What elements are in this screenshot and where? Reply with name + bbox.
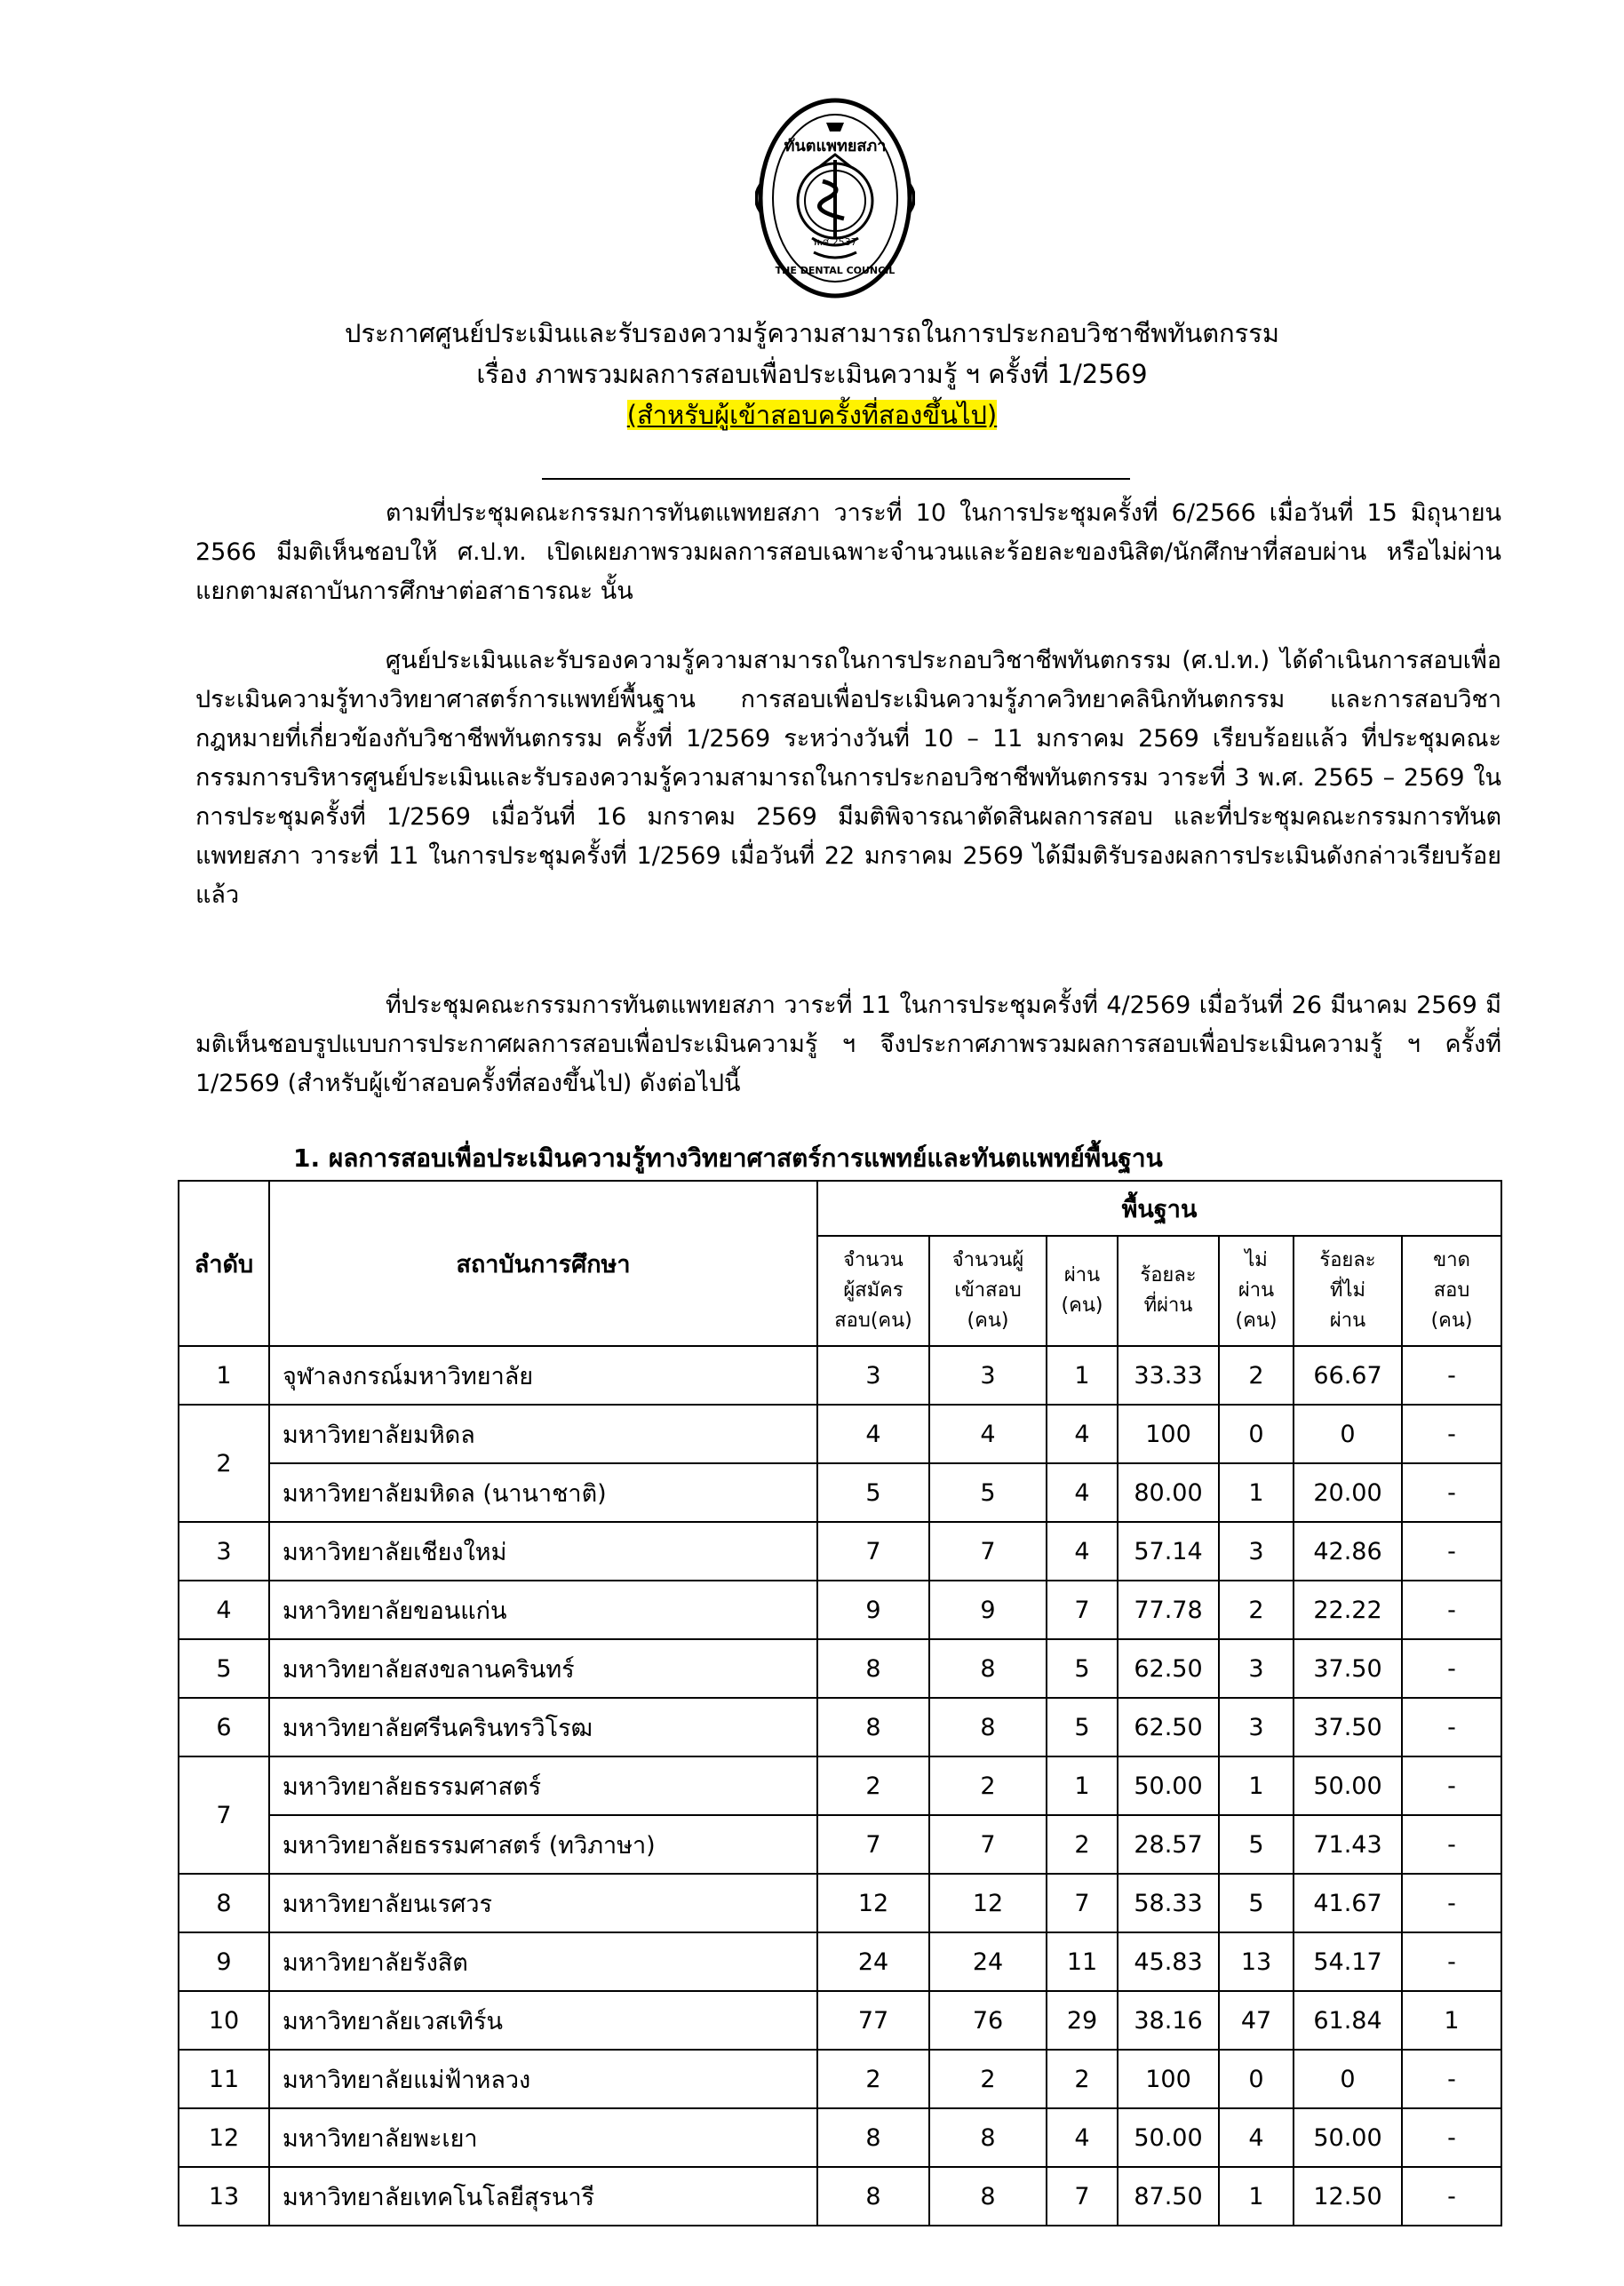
cell-fail: 0 [1219, 1405, 1294, 1463]
seal-graphic [755, 96, 915, 300]
cell-institution: มหาวิทยาลัยมหิดล [269, 1405, 817, 1463]
cell-fail-pct: 71.43 [1294, 1815, 1402, 1874]
header-text: (คน) [1061, 1294, 1103, 1317]
header-fail-percent [1294, 1236, 1402, 1346]
cell-institution: จุฬาลงกรณ์มหาวิทยาลัย [269, 1346, 817, 1405]
cell-absent: - [1402, 2050, 1501, 2108]
cell-takers: 2 [929, 2050, 1047, 2108]
cell-pass-pct: 50.00 [1118, 2108, 1219, 2167]
header-text: ผู้สมัคร [843, 1279, 904, 1302]
cell-order: 8 [179, 1874, 269, 1932]
cell-fail: 3 [1219, 1698, 1294, 1756]
table-row [179, 1405, 1501, 1463]
cell-fail-pct: 22.22 [1294, 1581, 1402, 1639]
cell-pass: 2 [1047, 1815, 1118, 1874]
heading-highlight: (สำหรับผู้เข้าสอบครั้งที่สองขึ้นไป) [626, 400, 998, 430]
header-text: จำนวนผู้ [951, 1249, 1024, 1271]
cell-takers: 24 [929, 1932, 1047, 1991]
cell-order: 1 [179, 1346, 269, 1405]
cell-fail: 3 [1219, 1522, 1294, 1581]
header-pass-percent [1118, 1236, 1219, 1346]
header-group-basic: พื้นฐาน [817, 1181, 1501, 1236]
cell-pass: 11 [1047, 1932, 1118, 1991]
cell-applicants: 8 [817, 2167, 929, 2226]
cell-applicants: 7 [817, 1522, 929, 1581]
cell-fail: 5 [1219, 1815, 1294, 1874]
cell-pass-pct: 33.33 [1118, 1346, 1219, 1405]
cell-fail-pct: 50.00 [1294, 2108, 1402, 2167]
cell-applicants: 2 [817, 1756, 929, 1815]
header-takers [929, 1236, 1047, 1346]
cell-pass-pct: 100 [1118, 2050, 1219, 2108]
cell-fail: 1 [1219, 1463, 1294, 1522]
cell-pass-pct: 50.00 [1118, 1756, 1219, 1815]
cell-takers: 7 [929, 1815, 1047, 1874]
cell-fail-pct: 37.50 [1294, 1698, 1402, 1756]
cell-pass: 5 [1047, 1639, 1118, 1698]
cell-fail-pct: 50.00 [1294, 1756, 1402, 1815]
cell-fail: 13 [1219, 1932, 1294, 1991]
cell-institution: มหาวิทยาลัยธรรมศาสตร์ [269, 1756, 817, 1815]
table-row [179, 1932, 1501, 1991]
cell-institution: มหาวิทยาลัยรังสิต [269, 1932, 817, 1991]
cell-applicants: 12 [817, 1874, 929, 1932]
cell-order: 10 [179, 1991, 269, 2050]
cell-fail-pct: 42.86 [1294, 1522, 1402, 1581]
cell-fail: 5 [1219, 1874, 1294, 1932]
table-row [179, 1991, 1501, 2050]
cell-applicants: 9 [817, 1581, 929, 1639]
header-absent [1402, 1236, 1501, 1346]
table-row [179, 1815, 1501, 1874]
cell-order: 13 [179, 2167, 269, 2226]
cell-fail-pct: 0 [1294, 1405, 1402, 1463]
header-text: ที่ผ่าน [1143, 1294, 1193, 1317]
cell-pass-pct: 45.83 [1118, 1932, 1219, 1991]
header-text: ร้อยละ [1319, 1249, 1376, 1271]
header-text: ไม่ [1245, 1249, 1268, 1271]
cell-institution: มหาวิทยาลัยเวสเทิร์น [269, 1991, 817, 2050]
cell-pass: 4 [1047, 1405, 1118, 1463]
cell-applicants: 2 [817, 2050, 929, 2108]
cell-pass: 1 [1047, 1346, 1118, 1405]
cell-takers: 7 [929, 1522, 1047, 1581]
table-row [179, 1581, 1501, 1639]
header-text: จำนวน [843, 1249, 904, 1271]
cell-absent: - [1402, 1756, 1501, 1815]
cell-pass: 2 [1047, 2050, 1118, 2108]
table-row [179, 1639, 1501, 1698]
cell-fail: 4 [1219, 2108, 1294, 2167]
cell-absent: - [1402, 2167, 1501, 2226]
cell-institution: มหาวิทยาลัยนเรศวร [269, 1874, 817, 1932]
header-fail [1219, 1236, 1294, 1346]
table-row [179, 2050, 1501, 2108]
cell-order: 2 [179, 1405, 269, 1522]
cell-absent: - [1402, 1815, 1501, 1874]
cell-fail: 3 [1219, 1639, 1294, 1698]
paragraph-2: ศูนย์ประเมินและรับรองความรู้ความสามารถในการประกอบวิชาชีพทันตกรรม (ศ.ป.ท.) ได้ดำเนินการสอบเพื่อประเมินความรู้ทางวิทยาศาสตร์การแพทย์พื้นฐาน การสอบเพื่อประเมินความรู้ภาควิทยาคลินิกทันตกรรม และการสอบวิชากฎหมายที่เกี่ยวข้องกับวิชาชีพทันตกรรม ครั้งที่ 1/2569 ระหว่างวันที่ 10 – 11 มกราคม 2569 เรียบร้อยแล้ว ที่ประชุมคณะกรรมการบริหารศูนย์ประเมินและรับรองความรู้ความสามารถในการประกอบวิชาชีพทันตกรรม วาระที่ 3 พ.ศ. 2565 – 2569 ในการประชุมครั้งที่ 1/2569 เมื่อวันที่ 16 มกราคม 2569 มีมติพิจารณาตัดสินผลการสอบ และที่ประชุมคณะกรรมการทันตแพทยสภา วาระที่ 11 ในการประชุมครั้งที่ 1/2569 เมื่อวันที่ 22 มกราคม 2569 ได้มีมติรับรองผลการประเมินดังกล่าวเรียบร้อยแล้ว [195, 647, 1501, 909]
cell-takers: 5 [929, 1463, 1047, 1522]
header-text: ร้อยละ [1140, 1264, 1197, 1286]
cell-pass-pct: 100 [1118, 1405, 1219, 1463]
header-order: ลำดับ [179, 1181, 269, 1346]
cell-fail: 2 [1219, 1581, 1294, 1639]
cell-applicants: 4 [817, 1405, 929, 1463]
cell-pass: 5 [1047, 1698, 1118, 1756]
cell-fail: 0 [1219, 2050, 1294, 2108]
cell-pass-pct: 87.50 [1118, 2167, 1219, 2226]
cell-order: 5 [179, 1639, 269, 1698]
table-body [179, 1346, 1501, 2226]
header-text: ผ่าน [1238, 1279, 1275, 1302]
cell-order: 6 [179, 1698, 269, 1756]
table-row [179, 1463, 1501, 1522]
cell-order: 3 [179, 1522, 269, 1581]
cell-institution: มหาวิทยาลัยเทคโนโลยีสุรนารี [269, 2167, 817, 2226]
paragraph-3: ที่ประชุมคณะกรรมการทันตแพทยสภา วาระที่ 11 ในการประชุมครั้งที่ 4/2569 เมื่อวันที่ 26 มีนาคม 2569 มีมติเห็นชอบรูปแบบการประกาศผลการสอบเพื่อประเมินความรู้ ฯ จึงประกาศภาพรวมผลการสอบเพื่อประเมินความรู้ ฯ ครั้งที่ 1/2569 (สำหรับผู้เข้าสอบครั้งที่สองขึ้นไป) ดังต่อไปนี้ [195, 992, 1501, 1097]
cell-institution: มหาวิทยาลัยศรีนครินทรวิโรฒ [269, 1698, 817, 1756]
cell-pass: 7 [1047, 1874, 1118, 1932]
cell-fail: 47 [1219, 1991, 1294, 2050]
cell-pass: 4 [1047, 1522, 1118, 1581]
header-pass [1047, 1236, 1118, 1346]
cell-pass-pct: 58.33 [1118, 1874, 1219, 1932]
cell-fail-pct: 0 [1294, 2050, 1402, 2108]
table-row [179, 1698, 1501, 1756]
cell-pass: 4 [1047, 2108, 1118, 2167]
heading-line-1: ประกาศศูนย์ประเมินและรับรองความรู้ความสามารถในการประกอบวิชาชีพทันตกรรม [345, 318, 1279, 348]
cell-absent: - [1402, 1639, 1501, 1698]
cell-applicants: 5 [817, 1463, 929, 1522]
cell-order: 7 [179, 1756, 269, 1874]
cell-fail-pct: 41.67 [1294, 1874, 1402, 1932]
results-table [178, 1180, 1502, 2226]
cell-institution: มหาวิทยาลัยมหิดล (นานาชาติ) [269, 1463, 817, 1522]
cell-absent: - [1402, 1932, 1501, 1991]
cell-pass-pct: 77.78 [1118, 1581, 1219, 1639]
cell-pass-pct: 57.14 [1118, 1522, 1219, 1581]
cell-applicants: 8 [817, 1639, 929, 1698]
cell-fail-pct: 37.50 [1294, 1639, 1402, 1698]
cell-fail-pct: 66.67 [1294, 1346, 1402, 1405]
cell-takers: 12 [929, 1874, 1047, 1932]
cell-takers: 3 [929, 1346, 1047, 1405]
header-text: ผ่าน [1329, 1310, 1366, 1332]
cell-fail: 2 [1219, 1346, 1294, 1405]
header-text: (คน) [967, 1310, 1009, 1332]
cell-absent: - [1402, 1463, 1501, 1522]
cell-fail-pct: 54.17 [1294, 1932, 1402, 1991]
cell-order: 9 [179, 1932, 269, 1991]
cell-order: 4 [179, 1581, 269, 1639]
cell-takers: 8 [929, 2167, 1047, 2226]
section-title: 1. ผลการสอบเพื่อประเมินความรู้ทางวิทยาศาสตร์การแพทย์และทันตแพทย์พื้นฐาน [293, 1143, 1163, 1173]
dental-council-seal-icon [755, 96, 915, 300]
header-institution: สถาบันการศึกษา [269, 1181, 817, 1346]
header-text: ที่ไม่ [1329, 1279, 1366, 1302]
cell-fail-pct: 61.84 [1294, 1991, 1402, 2050]
header-text: (คน) [1430, 1310, 1473, 1332]
cell-takers: 8 [929, 2108, 1047, 2167]
cell-applicants: 77 [817, 1991, 929, 2050]
cell-institution: มหาวิทยาลัยพะเยา [269, 2108, 817, 2167]
cell-takers: 8 [929, 1639, 1047, 1698]
heading-line-3 [0, 394, 1624, 435]
cell-absent: - [1402, 1698, 1501, 1756]
cell-pass-pct: 62.50 [1118, 1639, 1219, 1698]
table-row [179, 1756, 1501, 1815]
header-text: เข้าสอบ [954, 1279, 1022, 1302]
heading-divider [542, 478, 1130, 480]
header-applicants [817, 1236, 929, 1346]
cell-absent: - [1402, 2108, 1501, 2167]
cell-absent: - [1402, 1522, 1501, 1581]
cell-applicants: 8 [817, 1698, 929, 1756]
heading-line-2: เรื่อง ภาพรวมผลการสอบเพื่อประเมินความรู้ ฯ ครั้งที่ 1/2569 [476, 359, 1148, 389]
cell-absent: 1 [1402, 1991, 1501, 2050]
cell-pass-pct: 38.16 [1118, 1991, 1219, 2050]
cell-applicants: 8 [817, 2108, 929, 2167]
cell-fail: 1 [1219, 1756, 1294, 1815]
cell-pass: 29 [1047, 1991, 1118, 2050]
cell-pass-pct: 80.00 [1118, 1463, 1219, 1522]
cell-fail: 1 [1219, 2167, 1294, 2226]
cell-institution: มหาวิทยาลัยแม่ฟ้าหลวง [269, 2050, 817, 2108]
cell-institution: มหาวิทยาลัยเชียงใหม่ [269, 1522, 817, 1581]
header-text: สอบ(คน) [834, 1310, 912, 1332]
cell-takers: 8 [929, 1698, 1047, 1756]
cell-pass: 4 [1047, 1463, 1118, 1522]
header-text: ผ่าน [1063, 1264, 1101, 1286]
cell-pass: 1 [1047, 1756, 1118, 1815]
header-text: สอบ [1433, 1279, 1470, 1302]
table-row [179, 1346, 1501, 1405]
cell-absent: - [1402, 1874, 1501, 1932]
cell-institution: มหาวิทยาลัยขอนแก่น [269, 1581, 817, 1639]
cell-absent: - [1402, 1346, 1501, 1405]
cell-applicants: 3 [817, 1346, 929, 1405]
cell-absent: - [1402, 1405, 1501, 1463]
cell-takers: 76 [929, 1991, 1047, 2050]
cell-takers: 9 [929, 1581, 1047, 1639]
cell-pass: 7 [1047, 2167, 1118, 2226]
cell-order: 12 [179, 2108, 269, 2167]
cell-applicants: 24 [817, 1932, 929, 1991]
cell-fail-pct: 20.00 [1294, 1463, 1402, 1522]
cell-institution: มหาวิทยาลัยธรรมศาสตร์ (ทวิภาษา) [269, 1815, 817, 1874]
cell-order: 11 [179, 2050, 269, 2108]
table-row [179, 2108, 1501, 2167]
seal-arc-text: ทันตแพทยสภา [784, 137, 887, 155]
paragraph-1: ตามที่ประชุมคณะกรรมการทันตแพทยสภา วาระที่ 10 ในการประชุมครั้งที่ 6/2566 เมื่อวันที่ 15 มิถุนายน 2566 มีมติเห็นชอบให้ ศ.ป.ท. เปิดเผยภาพรวมผลการสอบเฉพาะจำนวนและร้อยละของนิสิต/นักศึกษาที่สอบผ่าน หรือไม่ผ่าน แยกตามสถาบันการศึกษาต่อสาธารณะ นั้น [195, 499, 1501, 605]
cell-absent: - [1402, 1581, 1501, 1639]
table-row [179, 1522, 1501, 1581]
cell-applicants: 7 [817, 1815, 929, 1874]
cell-takers: 2 [929, 1756, 1047, 1815]
table-row [179, 1874, 1501, 1932]
seal-year-text: พ.ศ.2537 [813, 236, 857, 248]
seal-english-text: THE DENTAL COUNCIL [775, 265, 896, 276]
cell-institution: มหาวิทยาลัยสงขลานครินทร์ [269, 1639, 817, 1698]
cell-fail-pct: 12.50 [1294, 2167, 1402, 2226]
cell-takers: 4 [929, 1405, 1047, 1463]
table-row [179, 2167, 1501, 2226]
header-text: ขาด [1433, 1249, 1470, 1271]
cell-pass-pct: 28.57 [1118, 1815, 1219, 1874]
header-text: (คน) [1235, 1310, 1278, 1332]
cell-pass-pct: 62.50 [1118, 1698, 1219, 1756]
cell-pass: 7 [1047, 1581, 1118, 1639]
